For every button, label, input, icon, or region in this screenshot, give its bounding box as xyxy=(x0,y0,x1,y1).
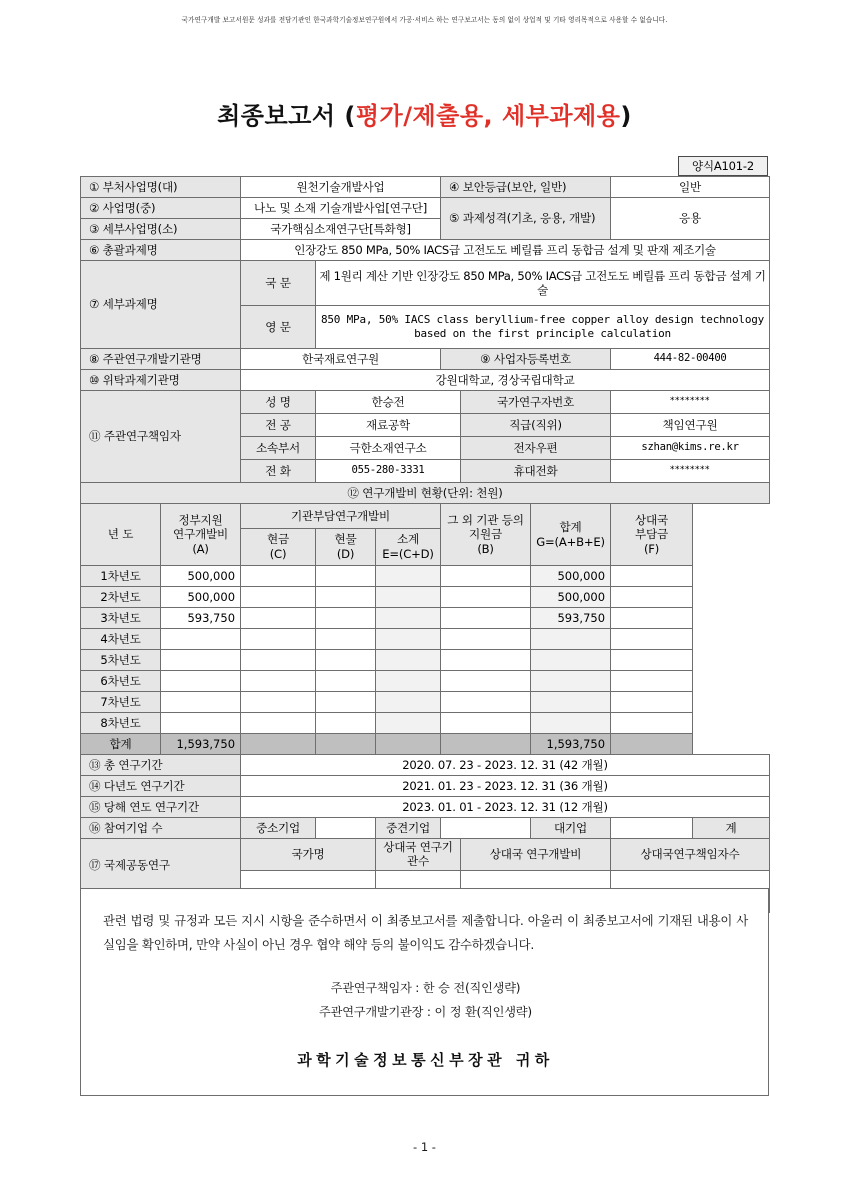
funding-cell-other xyxy=(441,608,531,629)
table-row xyxy=(81,483,770,504)
table-row xyxy=(81,177,770,198)
funding-cell-other xyxy=(441,671,531,692)
row-value-pi-name: 한승전 xyxy=(316,391,461,414)
funding-cell-partner xyxy=(611,629,693,650)
funding-row xyxy=(81,650,770,671)
funding-cell-gov: 500,000 xyxy=(161,587,241,608)
funding-cell-inkind xyxy=(316,587,376,608)
row-value-pi-department: 극한소재연구소 xyxy=(316,437,461,460)
row-value-pi-major: 재료공학 xyxy=(316,414,461,437)
funding-header-other-line3: (B) xyxy=(477,541,494,556)
funding-cell-partner xyxy=(611,734,693,755)
row-label-pi-mobile: 휴대전화 xyxy=(461,460,611,483)
row-value-program-mid: 나노 및 소재 기술개발사업[연구단] xyxy=(241,198,441,219)
row-label-detail-project: ⑦ 세부과제명 xyxy=(81,261,241,349)
row-label-pi-researcher-id: 국가연구자번호 xyxy=(461,391,611,414)
form-code-badge: 양식A101-2 xyxy=(678,156,768,176)
funding-cell-other xyxy=(441,734,531,755)
row-label-task-nature: ⑤ 과제성격(기초, 응용, 개발) xyxy=(441,198,611,240)
row-value-midsize-count xyxy=(441,818,531,839)
copyright-disclaimer: 국가연구개발 보고서원문 성과를 전담기관인 한국과학기술정보연구원에서 가공·서비스 하는 연구보고서는 동의 없이 상업적 및 기타 영리목적으로 사용할 수 없습니다. xyxy=(181,16,668,24)
row-label-pi-phone: 전 화 xyxy=(241,460,316,483)
funding-cell-partner xyxy=(611,671,693,692)
funding-cell-cash xyxy=(241,587,316,608)
funding-cell-partner xyxy=(611,713,693,734)
row-label-large-count: 대기업 xyxy=(531,818,611,839)
funding-cell-sub xyxy=(376,629,441,650)
row-label-sme-count: 중소기업 xyxy=(241,818,316,839)
row-label-detail-project-en: 영 문 xyxy=(241,306,316,349)
row-label-total-period: ⑬ 총 연구기간 xyxy=(81,755,241,776)
funding-header-other-support xyxy=(441,504,531,566)
row-value-current-year-period: 2023. 01. 01 - 2023. 12. 31 (12 개월) xyxy=(241,797,770,818)
funding-cell-gov xyxy=(161,629,241,650)
funding-header-partner-line1: 상대국 xyxy=(635,512,669,527)
funding-cell-sub xyxy=(376,713,441,734)
funding-row xyxy=(81,713,770,734)
row-value-business-reg-no: 444-82-00400 xyxy=(611,349,770,370)
table-row xyxy=(81,776,770,797)
row-label-current-year-period: ⑮ 당해 연도 연구기간 xyxy=(81,797,241,818)
row-label-partner-pi-count: 상대국연구책임자수 xyxy=(611,839,770,871)
funding-cell-inkind xyxy=(316,713,376,734)
funding-cell-sub xyxy=(376,608,441,629)
funding-cell-sub xyxy=(376,692,441,713)
funding-cell-total xyxy=(531,650,611,671)
funding-cell-other xyxy=(441,629,531,650)
funding-cell-year: 합계 xyxy=(81,734,161,755)
page-title-accent: 평가/제출용, 세부과제용 xyxy=(355,102,621,130)
funding-header-gov-line1: 정부지원 xyxy=(178,512,223,527)
table-row xyxy=(81,391,770,414)
funding-cell-gov: 500,000 xyxy=(161,566,241,587)
funding-cell-gov: 1,593,750 xyxy=(161,734,241,755)
funding-cell-gov xyxy=(161,713,241,734)
row-value-pi-email: szhan@kims.re.kr xyxy=(611,437,770,460)
funding-cell-cash xyxy=(241,713,316,734)
funding-cell-other xyxy=(441,650,531,671)
funding-cell-gov xyxy=(161,650,241,671)
table-row xyxy=(81,370,770,391)
row-value-pi-phone: 055-280-3331 xyxy=(316,460,461,483)
funding-cell-cash xyxy=(241,608,316,629)
funding-row xyxy=(81,608,770,629)
row-value-subcontract-institution: 강원대학교, 경상국립대학교 xyxy=(241,370,770,391)
funding-header-inkind-line1: 현물 xyxy=(334,532,357,547)
funding-header-gov-line3: (A) xyxy=(192,541,209,556)
table-row xyxy=(81,839,770,871)
funding-header-partner-line3: (F) xyxy=(643,541,660,556)
funding-row xyxy=(81,566,770,587)
funding-header-gov-line2: 연구개발비 xyxy=(173,527,228,542)
row-value-multiyear-period: 2021. 01. 23 - 2023. 12. 31 (36 개월) xyxy=(241,776,770,797)
funding-cell-sub xyxy=(376,587,441,608)
funding-cell-cash xyxy=(241,734,316,755)
table-row xyxy=(81,240,770,261)
table-row xyxy=(81,261,770,306)
funding-cell-cash xyxy=(241,671,316,692)
page-number: - 1 - xyxy=(413,1140,436,1154)
funding-cell-total: 500,000 xyxy=(531,587,611,608)
funding-cell-inkind xyxy=(316,629,376,650)
funding-cell-cash xyxy=(241,650,316,671)
table-row xyxy=(81,504,770,529)
funding-section-title: ⑫ 연구개발비 현황(단위: 천원) xyxy=(81,483,770,504)
funding-cell-cash xyxy=(241,629,316,650)
funding-cell-gov: 593,750 xyxy=(161,608,241,629)
funding-cell-cash xyxy=(241,692,316,713)
funding-cell-gov xyxy=(161,671,241,692)
row-value-pi-researcher-id: ******** xyxy=(611,391,770,414)
row-label-pi-department: 소속부서 xyxy=(241,437,316,460)
row-value-detail-project-ko: 제 1원리 계산 기반 인장강도 850 MPa, 50% IACS급 고전도도 베릴륨 프리 동합금 설계 기술 xyxy=(316,261,770,306)
funding-header-cash-line1: 현금 xyxy=(267,532,290,547)
funding-cell-inkind xyxy=(316,734,376,755)
table-row xyxy=(81,755,770,776)
funding-cell-inkind xyxy=(316,566,376,587)
funding-cell-sub xyxy=(376,671,441,692)
row-label-security-level: ④ 보안등급(보안, 일반) xyxy=(441,177,611,198)
page-title xyxy=(0,96,849,131)
row-label-ministry-program: ① 부처사업명(대) xyxy=(81,177,241,198)
funding-header-other-line1: 그 외 기관 등의 xyxy=(447,512,524,527)
funding-table-body xyxy=(81,566,770,755)
funding-cell-inkind xyxy=(316,608,376,629)
funding-row xyxy=(81,629,770,650)
row-value-security-level: 일반 xyxy=(611,177,770,198)
funding-cell-partner xyxy=(611,587,693,608)
funding-cell-cash xyxy=(241,566,316,587)
table-row xyxy=(81,797,770,818)
funding-cell-total: 593,750 xyxy=(531,608,611,629)
funding-header-cash-line2: (C) xyxy=(269,546,287,561)
funding-header-cash xyxy=(241,528,316,565)
row-value-ministry-program: 원천기술개발사업 xyxy=(241,177,441,198)
row-label-lead-institution: ⑧ 주관연구개발기관명 xyxy=(81,349,241,370)
funding-cell-total xyxy=(531,692,611,713)
funding-cell-total xyxy=(531,629,611,650)
funding-cell-sub xyxy=(376,650,441,671)
funding-header-subtotal-line1: 소계 xyxy=(397,532,420,547)
row-label-partner-institution-count: 상대국 연구기관수 xyxy=(376,839,461,871)
funding-cell-other xyxy=(441,692,531,713)
row-label-principal-investigator: ⑪ 주관연구책임자 xyxy=(81,391,241,483)
row-value-large-count xyxy=(611,818,693,839)
page-title-paren-open: ( xyxy=(344,102,356,130)
funding-cell-year: 8차년도 xyxy=(81,713,161,734)
table-row xyxy=(81,818,770,839)
row-label-participating-companies: ⑯ 참여기업 수 xyxy=(81,818,241,839)
row-label-company-total: 계 xyxy=(693,818,770,839)
funding-cell-year: 1차년도 xyxy=(81,566,161,587)
funding-cell-partner xyxy=(611,692,693,713)
row-label-subcontract-institution: ⑩ 위탁과제기관명 xyxy=(81,370,241,391)
declaration-box xyxy=(80,888,769,1096)
row-label-program-mid: ② 사업명(중) xyxy=(81,198,241,219)
funding-cell-inkind xyxy=(316,692,376,713)
funding-cell-sub xyxy=(376,734,441,755)
funding-cell-gov xyxy=(161,692,241,713)
funding-cell-partner xyxy=(611,650,693,671)
funding-row xyxy=(81,692,770,713)
row-label-business-reg-no: ⑨ 사업자등록번호 xyxy=(441,349,611,370)
row-label-partner-funding: 상대국 연구개발비 xyxy=(461,839,611,871)
row-value-task-nature: 응용 xyxy=(611,198,770,240)
row-value-total-period: 2020. 07. 23 - 2023. 12. 31 (42 개월) xyxy=(241,755,770,776)
row-value-overall-project: 인장강도 850 MPa, 50% IACS급 고전도도 베릴륨 프리 동합금 설계 및 판재 제조기술 xyxy=(241,240,770,261)
funding-cell-other xyxy=(441,587,531,608)
funding-cell-inkind xyxy=(316,650,376,671)
row-label-midsize-count: 중견기업 xyxy=(376,818,441,839)
funding-header-total-line2: G=(A+B+E) xyxy=(536,534,605,549)
funding-cell-total xyxy=(531,671,611,692)
row-value-detail-project-en: 850 MPa, 50% IACS class beryllium-free copper alloy design technology based on the first principle calculation xyxy=(316,306,770,349)
funding-header-subtotal-line2: E=(C+D) xyxy=(382,546,434,561)
funding-header-institution-group: 기관부담연구개발비 xyxy=(241,504,441,529)
signature-principal-investigator: 주관연구책임자 : 한 승 전(직인생략) xyxy=(330,981,521,995)
funding-cell-sub xyxy=(376,566,441,587)
row-label-international-research: ⑰ 국제공동연구 xyxy=(81,839,241,892)
funding-cell-year: 2차년도 xyxy=(81,587,161,608)
funding-header-partner-country xyxy=(611,504,693,566)
row-label-pi-major: 전 공 xyxy=(241,414,316,437)
row-label-pi-email: 전자우편 xyxy=(461,437,611,460)
row-value-lead-institution: 한국재료연구원 xyxy=(241,349,441,370)
row-label-pi-name: 성 명 xyxy=(241,391,316,414)
row-label-program-small: ③ 세부사업명(소) xyxy=(81,219,241,240)
funding-cell-partner xyxy=(611,608,693,629)
funding-row xyxy=(81,587,770,608)
funding-cell-other xyxy=(441,713,531,734)
row-label-pi-rank: 직급(직위) xyxy=(461,414,611,437)
row-label-overall-project: ⑥ 총괄과제명 xyxy=(81,240,241,261)
row-value-pi-rank: 책임연구원 xyxy=(611,414,770,437)
ministry-addressee: 과학기술정보통신부장관 귀하 xyxy=(297,1051,554,1069)
funding-cell-total: 1,593,750 xyxy=(531,734,611,755)
page-title-main: 최종보고서 xyxy=(217,102,345,130)
page-title-paren-close: ) xyxy=(620,102,632,130)
declaration-paragraph: 관련 법령 및 규정과 모든 지시 시항을 준수하면서 이 최종보고서를 제출합니다. 아울러 이 최종보고서에 기재된 내용이 사실임을 확인하며, 만약 사실이 아닌 경우 협약 해약 등의 불이익도 감수하겠습니다. xyxy=(103,913,748,953)
funding-total-row xyxy=(81,734,770,755)
funding-cell-total xyxy=(531,713,611,734)
funding-header-subtotal xyxy=(376,528,441,565)
row-value-sme-count xyxy=(316,818,376,839)
funding-header-year: 년 도 xyxy=(81,504,161,566)
signature-institution-head: 주관연구개발기관장 : 이 정 환(직인생략) xyxy=(319,1005,532,1019)
funding-cell-other xyxy=(441,566,531,587)
funding-header-inkind-line2: (D) xyxy=(336,546,355,561)
funding-header-total-line1: 합계 xyxy=(559,520,582,535)
funding-cell-year: 7차년도 xyxy=(81,692,161,713)
funding-cell-year: 6차년도 xyxy=(81,671,161,692)
funding-header-partner-line2: 부담금 xyxy=(635,527,669,542)
funding-cell-partner xyxy=(611,566,693,587)
row-label-detail-project-ko: 국 문 xyxy=(241,261,316,306)
table-row xyxy=(81,198,770,219)
funding-header-total xyxy=(531,504,611,566)
funding-row xyxy=(81,671,770,692)
funding-cell-year: 3차년도 xyxy=(81,608,161,629)
funding-header-other-line2: 지원금 xyxy=(469,527,503,542)
funding-cell-year: 4차년도 xyxy=(81,629,161,650)
table-row xyxy=(81,349,770,370)
row-label-partner-country-name: 국가명 xyxy=(241,839,376,871)
cover-form-table xyxy=(80,176,770,913)
row-value-program-small: 국가핵심소재연구단[특화형] xyxy=(241,219,441,240)
funding-cell-year: 5차년도 xyxy=(81,650,161,671)
funding-cell-total: 500,000 xyxy=(531,566,611,587)
funding-header-inkind xyxy=(316,528,376,565)
row-value-pi-mobile: ******** xyxy=(611,460,770,483)
funding-cell-inkind xyxy=(316,671,376,692)
row-label-multiyear-period: ⑭ 다년도 연구기간 xyxy=(81,776,241,797)
funding-header-gov-funding xyxy=(161,504,241,566)
